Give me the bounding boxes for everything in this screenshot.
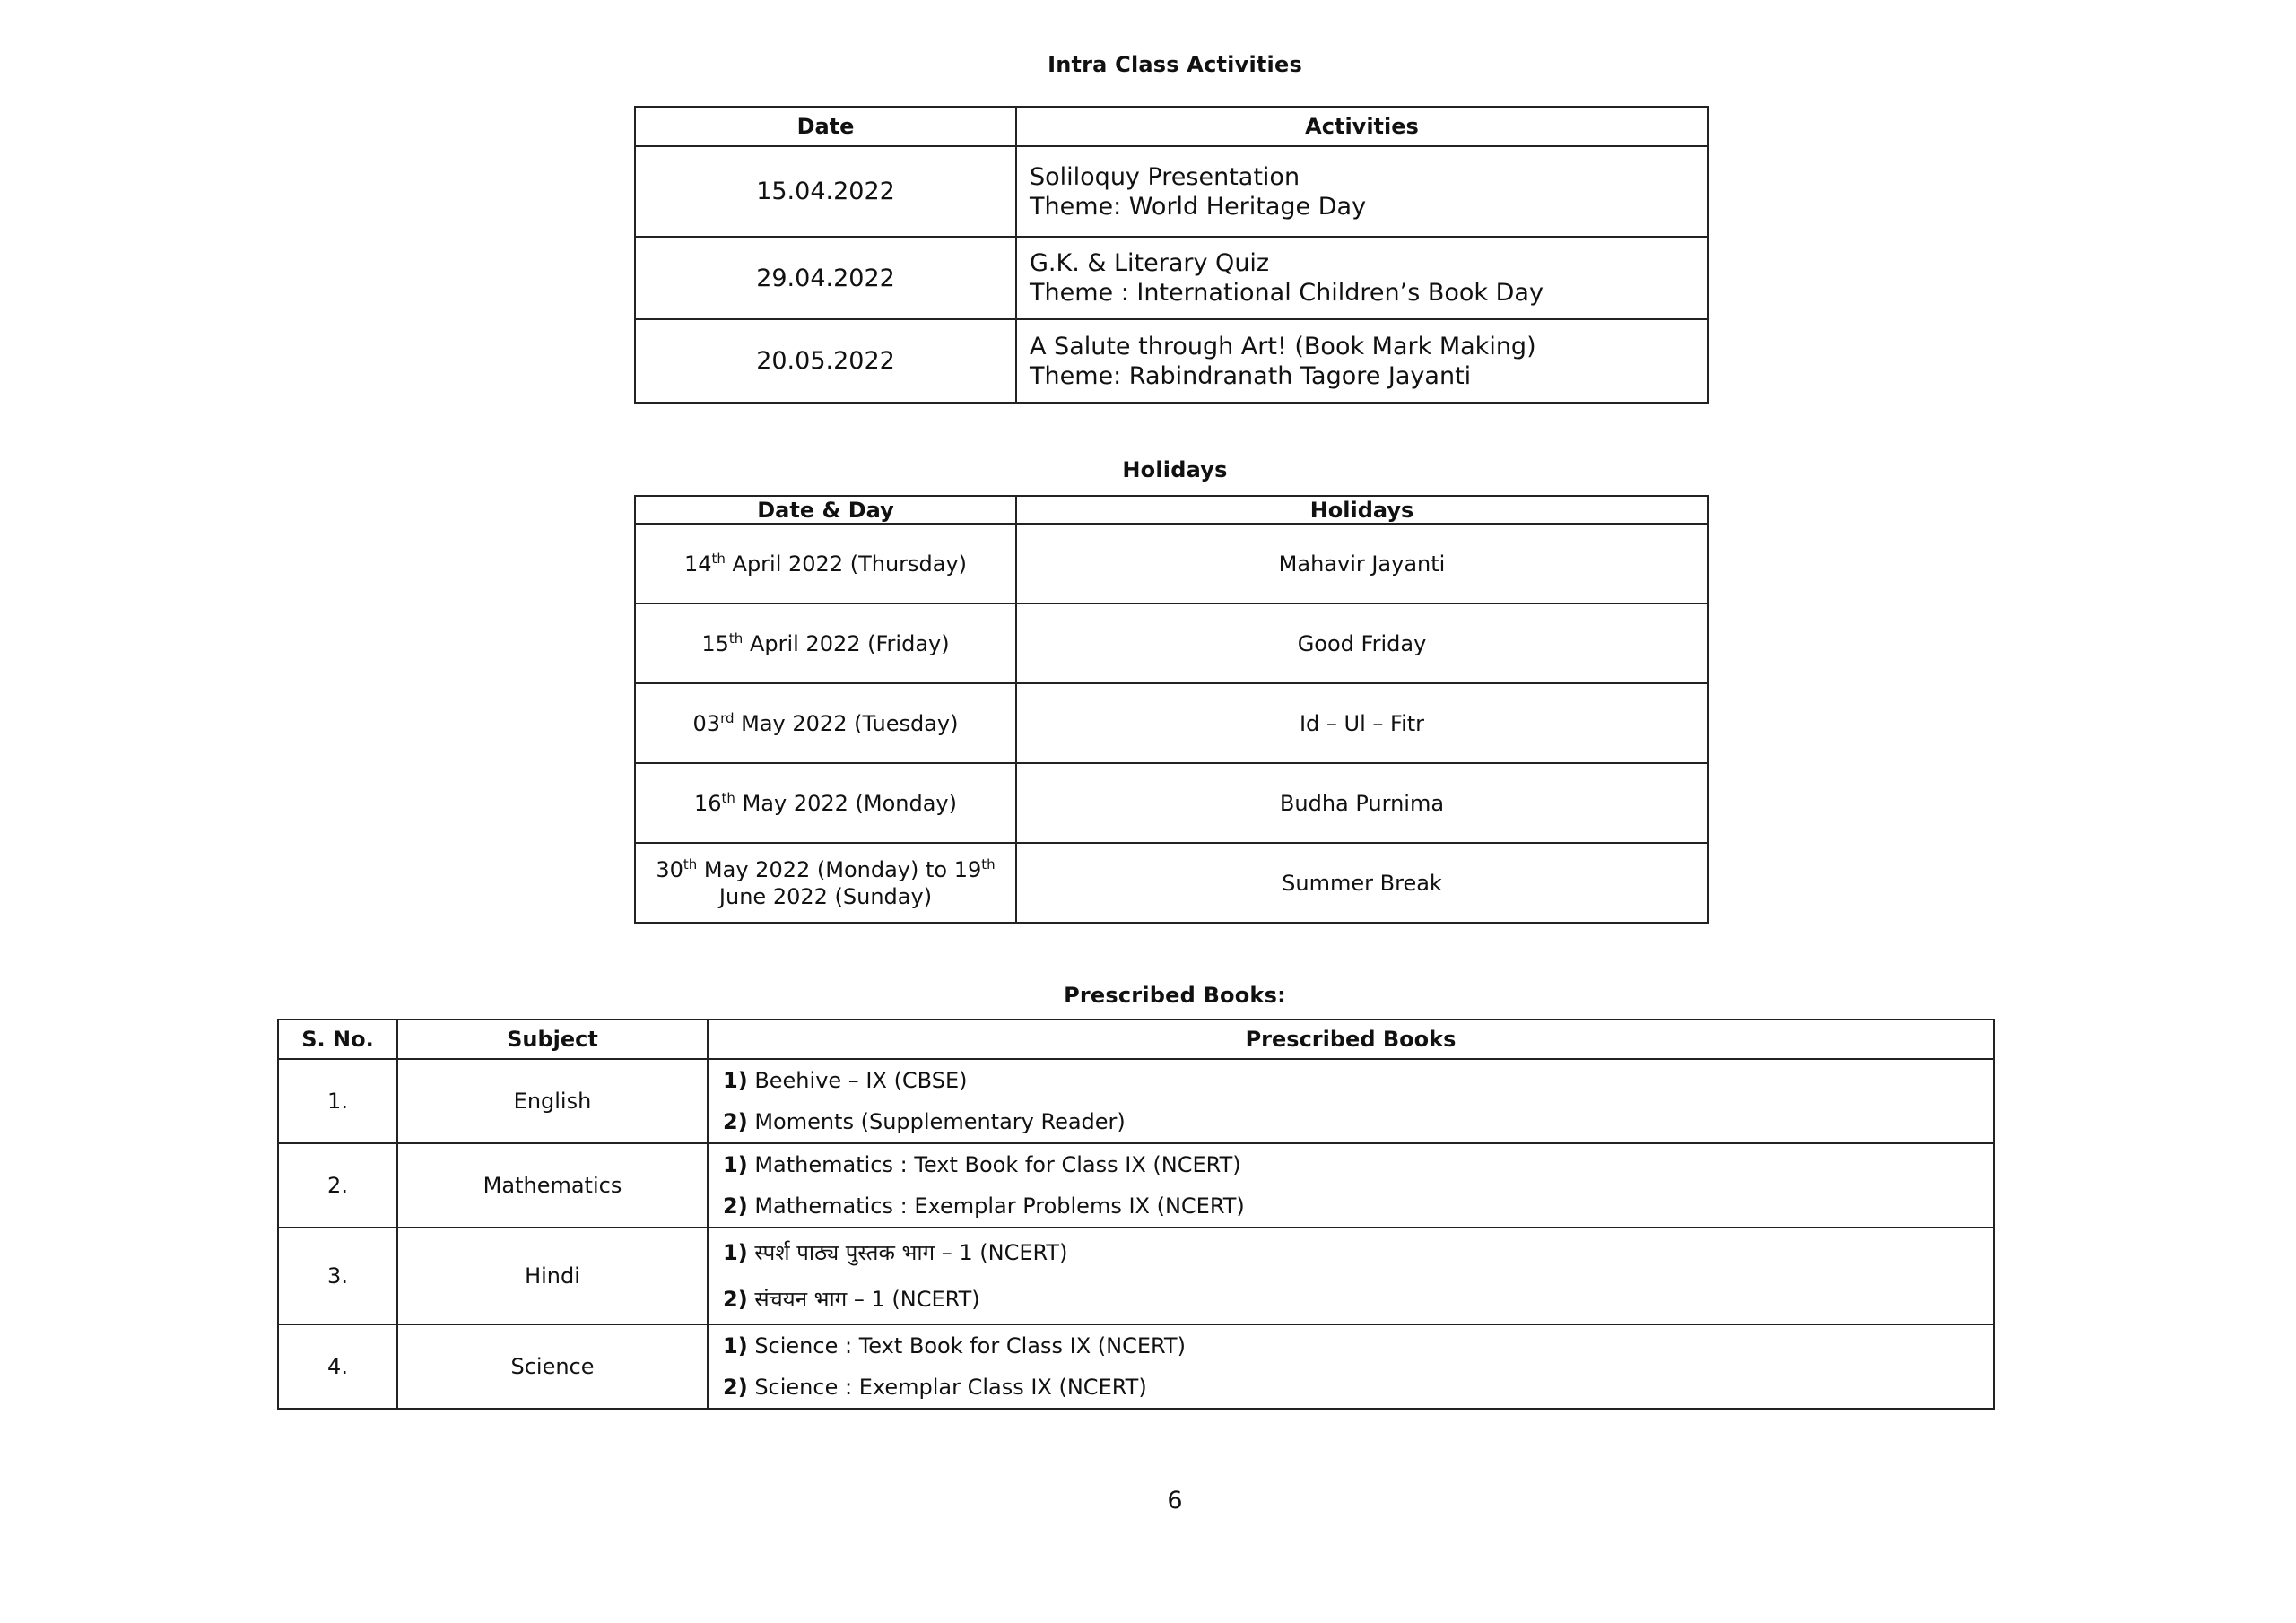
page-number: 6 <box>1167 1487 1183 1515</box>
books-header-sno: S. No. <box>278 1020 397 1059</box>
activity-description <box>1016 319 1708 403</box>
book-subject: Science <box>397 1324 708 1409</box>
holiday-date: 15th April 2022 (Friday) <box>635 603 1016 683</box>
activities-title: Intra Class Activities <box>1048 52 1302 77</box>
book-row <box>278 1228 1994 1324</box>
book-item: 2) संचयन भाग – 1 (NCERT) <box>723 1287 980 1312</box>
books-title: Prescribed Books: <box>1064 983 1286 1008</box>
holiday-row <box>635 603 1708 683</box>
activity-date: 29.04.2022 <box>635 237 1016 319</box>
holidays-title: Holidays <box>1122 457 1228 482</box>
holiday-row <box>635 763 1708 843</box>
book-item: 2) Science : Exemplar Class IX (NCERT) <box>723 1375 1147 1400</box>
activities-table <box>634 106 1709 404</box>
book-sno: 1. <box>278 1059 397 1143</box>
activities-header-date: Date <box>635 107 1016 146</box>
book-row <box>278 1324 1994 1409</box>
book-list <box>708 1324 1994 1409</box>
book-subject: Hindi <box>397 1228 708 1324</box>
holiday-date: 03rd May 2022 (Tuesday) <box>635 683 1016 763</box>
book-item: 1) Beehive – IX (CBSE) <box>723 1068 968 1093</box>
holidays-table <box>634 495 1709 924</box>
activities-header-activities: Activities <box>1016 107 1708 146</box>
activities-header-row <box>635 107 1708 146</box>
book-item: 1) Science : Text Book for Class IX (NCERT) <box>723 1333 1186 1358</box>
book-sno: 2. <box>278 1143 397 1228</box>
activity-date: 20.05.2022 <box>635 319 1016 403</box>
holiday-name: Good Friday <box>1016 603 1708 683</box>
activities-row <box>635 319 1708 403</box>
holidays-header-holidays: Holidays <box>1016 496 1708 524</box>
book-list <box>708 1228 1994 1324</box>
holidays-header-date: Date & Day <box>635 496 1016 524</box>
book-item: 2) Mathematics : Exemplar Problems IX (NCERT) <box>723 1193 1245 1219</box>
activity-line2: Theme : International Children’s Book Day <box>1030 279 1544 307</box>
activity-line1: Soliloquy Presentation <box>1030 162 1300 191</box>
books-header-subject: Subject <box>397 1020 708 1059</box>
holiday-name: Budha Purnima <box>1016 763 1708 843</box>
holiday-row <box>635 843 1708 923</box>
holiday-name: Id – Ul – Fitr <box>1016 683 1708 763</box>
holiday-row <box>635 524 1708 603</box>
book-subject: Mathematics <box>397 1143 708 1228</box>
activity-line2: Theme: World Heritage Day <box>1030 192 1367 221</box>
book-sno: 4. <box>278 1324 397 1409</box>
holiday-date: 14th April 2022 (Thursday) <box>635 524 1016 603</box>
holiday-name: Mahavir Jayanti <box>1016 524 1708 603</box>
activity-description <box>1016 237 1708 319</box>
activity-line1: A Salute through Art! (Book Mark Making) <box>1030 332 1536 360</box>
book-row <box>278 1059 1994 1143</box>
book-sno: 3. <box>278 1228 397 1324</box>
book-row <box>278 1143 1994 1228</box>
books-header-row <box>278 1020 1994 1059</box>
book-item: 1) Mathematics : Text Book for Class IX (NCERT) <box>723 1152 1241 1177</box>
holiday-date: 16th May 2022 (Monday) <box>635 763 1016 843</box>
holidays-header-row <box>635 496 1708 524</box>
book-subject: English <box>397 1059 708 1143</box>
activities-row <box>635 146 1708 237</box>
book-list <box>708 1059 1994 1143</box>
activity-date: 15.04.2022 <box>635 146 1016 237</box>
holiday-row <box>635 683 1708 763</box>
activity-line1: G.K. & Literary Quiz <box>1030 249 1270 277</box>
book-item: 1) स्पर्श पाठ्य पुस्तक भाग – 1 (NCERT) <box>723 1240 1068 1265</box>
book-item: 2) Moments (Supplementary Reader) <box>723 1109 1126 1134</box>
activity-description <box>1016 146 1708 237</box>
books-table <box>277 1019 1995 1410</box>
activity-line2: Theme: Rabindranath Tagore Jayanti <box>1030 361 1472 390</box>
activities-row <box>635 237 1708 319</box>
books-header-books: Prescribed Books <box>708 1020 1994 1059</box>
holiday-name: Summer Break <box>1016 843 1708 923</box>
book-list <box>708 1143 1994 1228</box>
holiday-date: 30th May 2022 (Monday) to 19th June 2022 (Sunday) <box>635 843 1016 923</box>
